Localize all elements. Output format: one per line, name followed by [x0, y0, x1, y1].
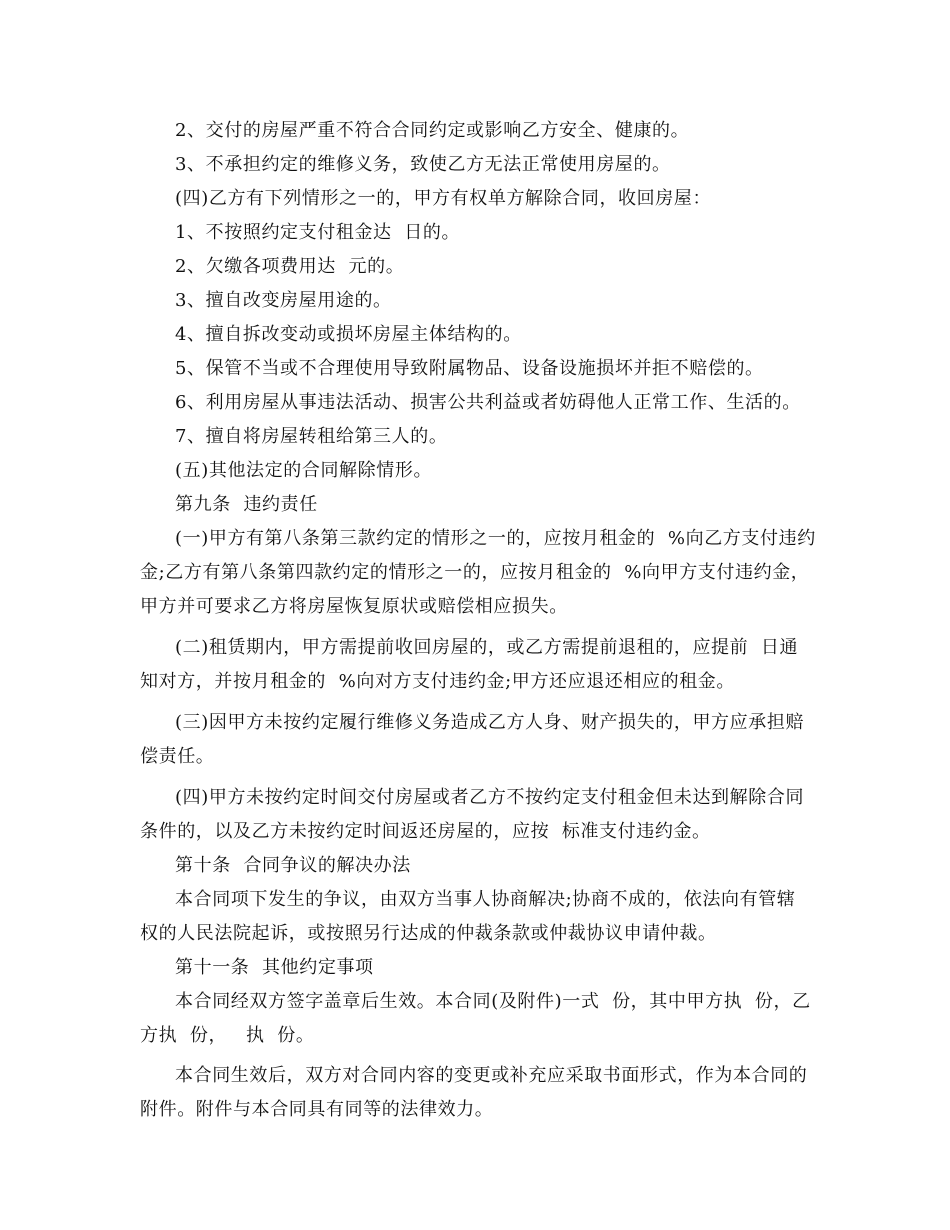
section-heading: 第十条 合同争议的解决办法 — [175, 855, 411, 876]
text-line: 金;乙方有第八条第四款约定的情形之一的，应按月租金的 %向甲方支付违约金， — [140, 562, 810, 583]
text-line: 方执 份， 执 份。 — [140, 1025, 315, 1046]
text-line: 本合同生效后，双方对合同内容的变更或补充应采取书面形式，作为本合同的 — [175, 1065, 808, 1086]
text-line: (四)乙方有下列情形之一的，甲方有权单方解除合同，收回房屋： — [175, 188, 712, 209]
text-line: 本合同经双方签字盖章后生效。本合同(及附件)一式 份，其中甲方执 份，乙 — [175, 991, 811, 1012]
text-line: 3、擅自改变房屋用途的。 — [175, 290, 392, 311]
text-line: 条件的，以及乙方未按约定时间返还房屋的，应按 标准支付违约金。 — [140, 821, 711, 842]
text-line: 7、擅自将房屋转租给第三人的。 — [175, 426, 448, 447]
text-line: (二)租赁期内，甲方需提前收回房屋的，或乙方需提前退租的，应提前 日通 — [175, 637, 799, 658]
section-heading: 第十一条 其他约定事项 — [175, 957, 374, 978]
text-line: 甲方并可要求乙方将房屋恢复原状或赔偿相应损失。 — [140, 596, 568, 617]
text-line: 本合同项下发生的争议，由双方当事人协商解决;协商不成的，依法向有管辖 — [175, 889, 796, 910]
text-line: 权的人民法院起诉，或按照另行达成的仲裁条款或仲裁协议申请仲裁。 — [140, 923, 717, 944]
text-line: 6、利用房屋从事违法活动、损害公共利益或者妨碍他人正常工作、生活的。 — [175, 392, 801, 413]
text-line: 2、交付的房屋严重不符合合同约定或影响乙方安全、健康的。 — [175, 120, 690, 141]
text-line: 1、不按照约定支付租金达 日的。 — [175, 222, 461, 243]
text-line: 2、欠缴各项费用达 元的。 — [175, 256, 405, 277]
text-line: 知对方，并按月租金的 %向对方支付违约金;甲方还应退还相应的租金。 — [140, 671, 736, 692]
text-line: 偿责任。 — [140, 746, 215, 767]
text-line: 4、擅自拆改变动或损坏房屋主体结构的。 — [175, 324, 522, 345]
section-heading: 第九条 违约责任 — [175, 494, 318, 515]
text-line: 5、保管不当或不合理使用导致附属物品、设备设施损坏并拒不赔偿的。 — [175, 358, 764, 379]
text-line: 附件。附件与本合同具有同等的法律效力。 — [140, 1099, 494, 1120]
text-line: (五)其他法定的合同解除情形。 — [175, 460, 433, 481]
text-line: (三)因甲方未按约定履行维修义务造成乙方人身、财产损失的，甲方应承担赔 — [175, 712, 805, 733]
text-line: (四)甲方未按约定时间交付房屋或者乙方不按约定支付租金但未达到解除合同 — [175, 787, 805, 808]
text-line: 3、不承担约定的维修义务，致使乙方无法正常使用房屋的。 — [175, 154, 671, 175]
text-line: (一)甲方有第八条第三款约定的情形之一的，应按月租金的 %向乙方支付违约 — [175, 528, 816, 549]
